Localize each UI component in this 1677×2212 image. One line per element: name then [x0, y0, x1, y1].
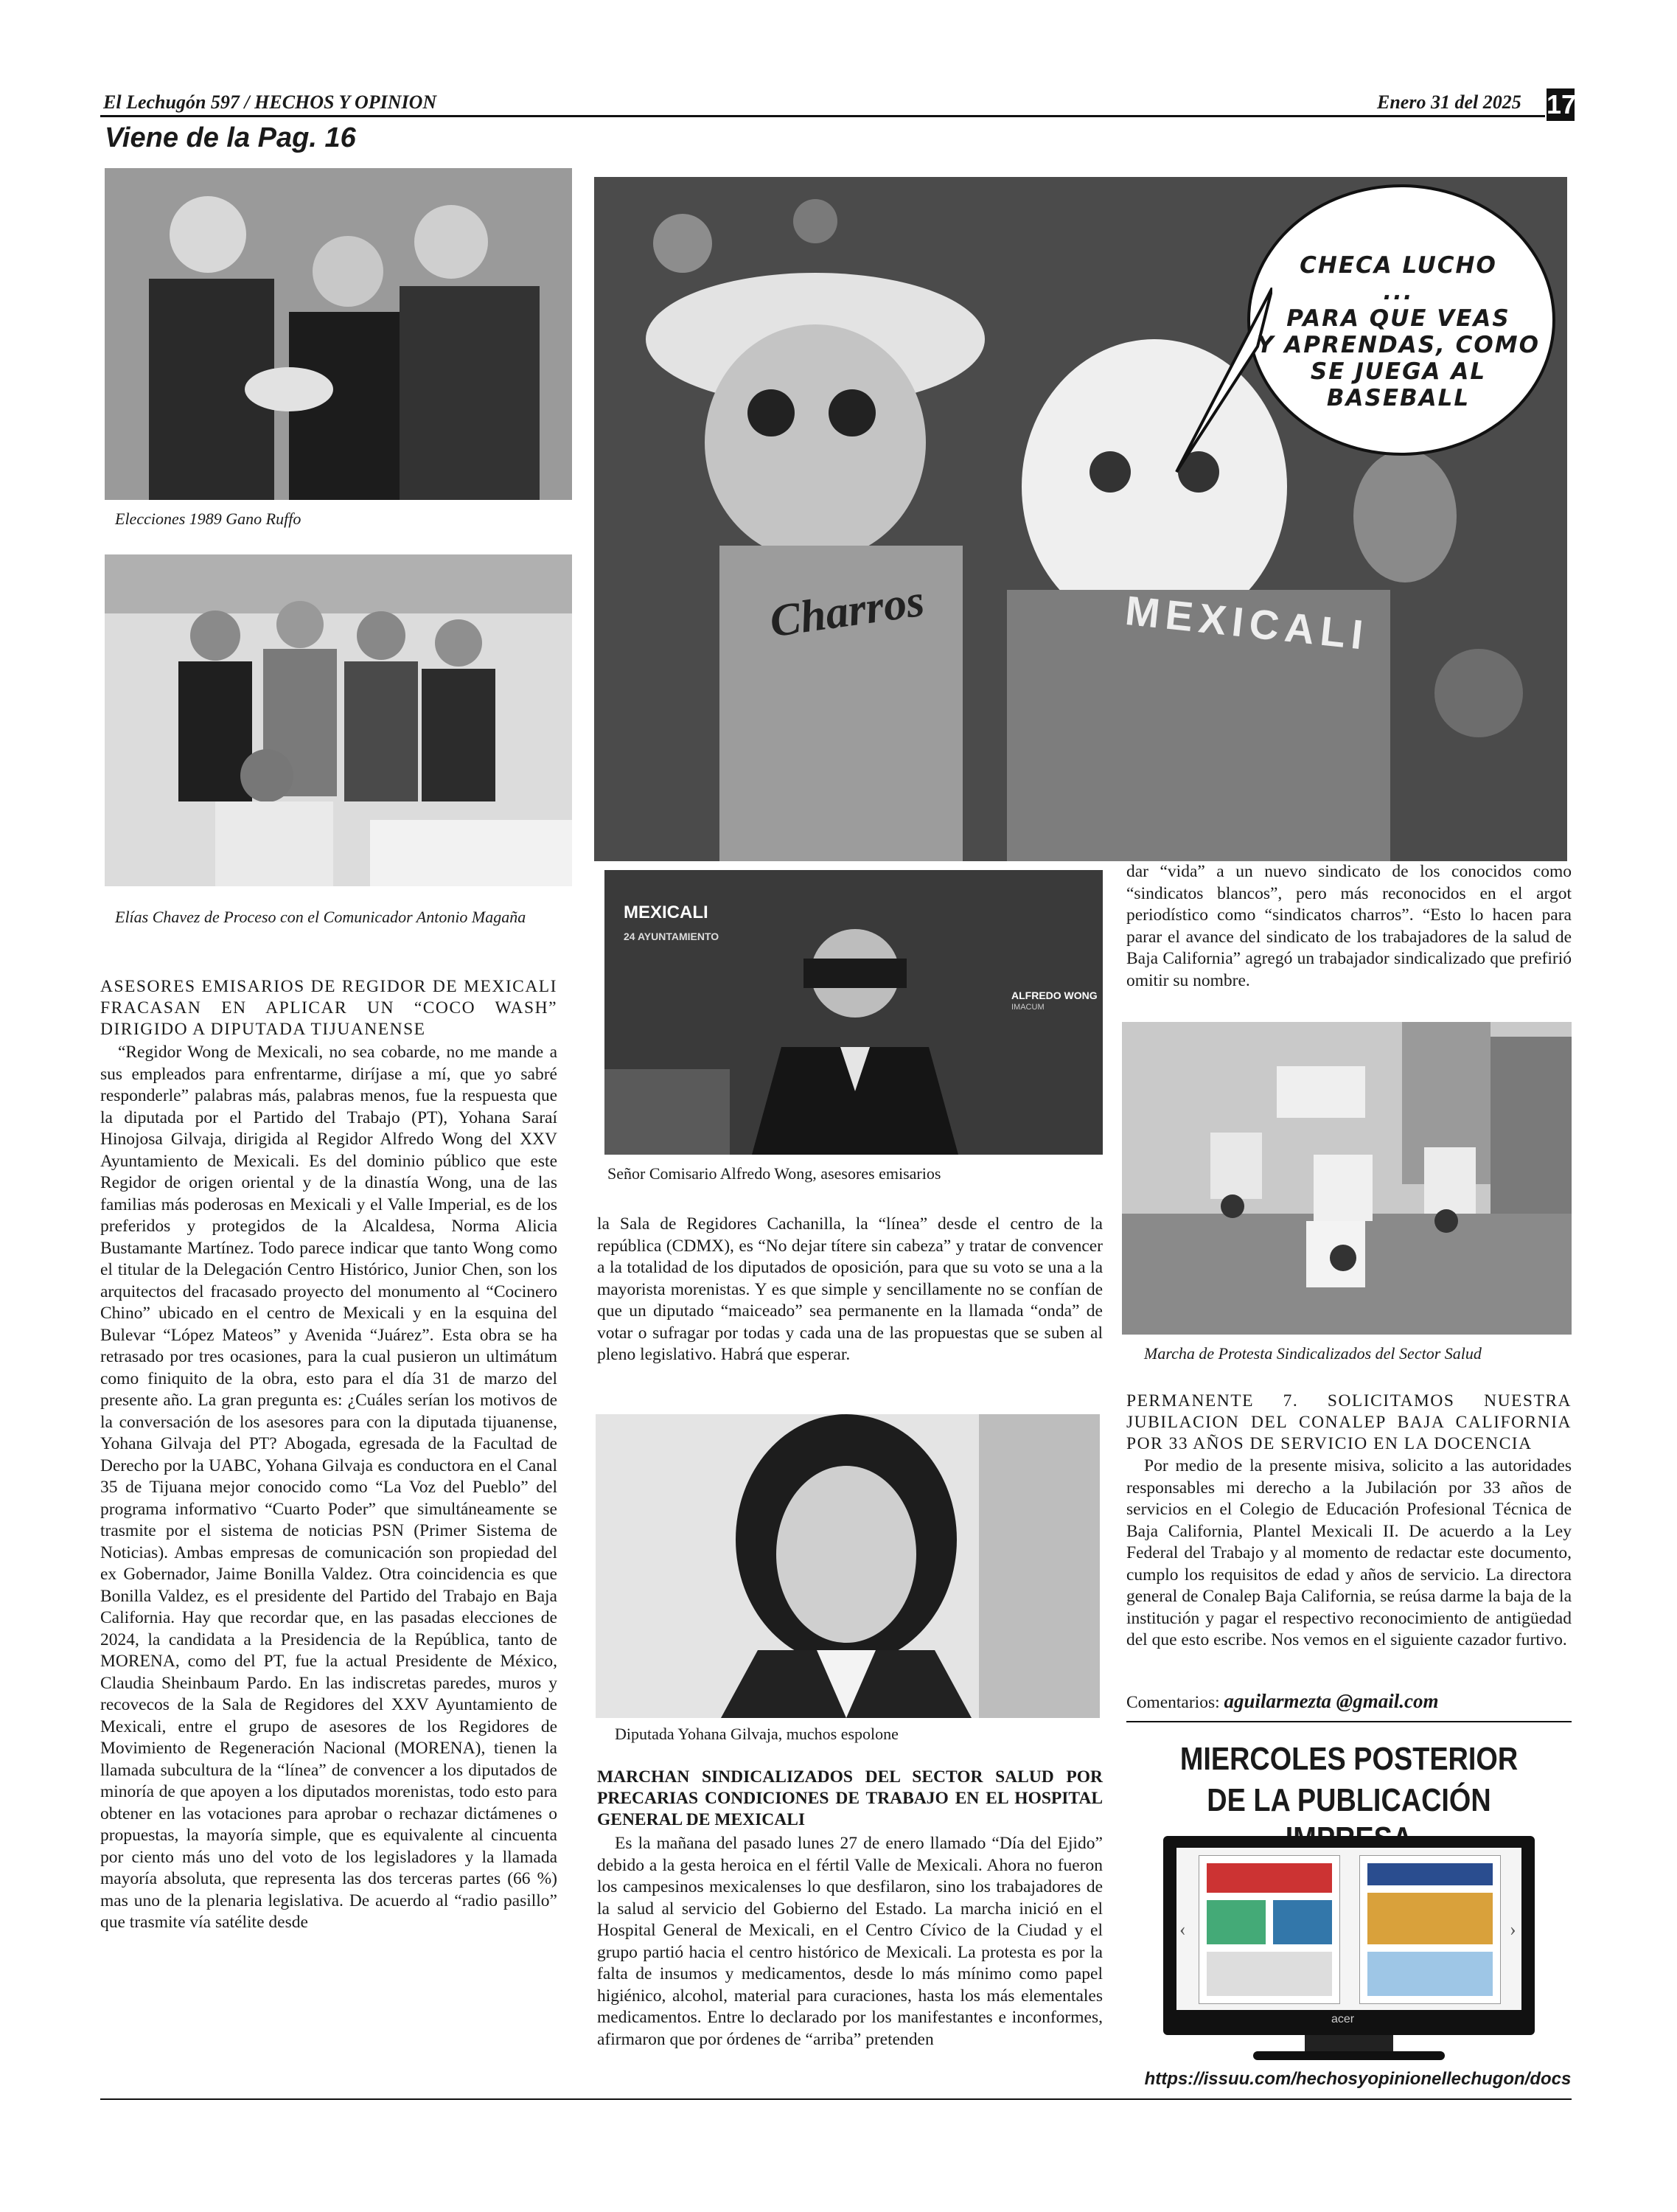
- wong-logo: MEXICALI: [624, 902, 708, 922]
- photo-elecciones-1989-illustration: [105, 168, 572, 500]
- article1-continued-text: la Sala de Regidores Cachanilla, la “línea” desde el centro de la república (CDMX), es “No dejar títere sin cabeza” y tratar de convencer a la totalidad de los diputados de oposición, para que su voto se una a la mayorista morenistas. Y es que simple y sencillamente no se confían de que un diputado “maiceado” sea permanente en la llamada “onda” de votar o sufragar por todas y cada una de las propuestas que se suben al pleno legislativo. Habrá que esperar.: [597, 1214, 1103, 1364]
- comic-line-5: SE JUEGA AL: [1310, 358, 1487, 385]
- comic-line-6: BASEBALL: [1326, 385, 1471, 411]
- article1-body-text: “Regidor Wong de Mexicali, no sea cobarde, no me mande a sus empleados para enfrentarme, diríjase a mí, que yo sabré responderle” palabras más, palabras menos, fue la respuesta que la diputada por el Partido del Trabajo (PT), Yohana Saraí Hinojosa Gilvaja, dirigida al Regidor Alfredo Wong del XXV Ayuntamiento de Mexicali. Es del dominio público que este Regidor de origen oriental y de la dinastía Wong, una de las familias más poderosas en Mexicali y el Valle Imperial, es de los preferidos y protegidos de la Alcaldesa, Norma Alicia Bustamante Martínez. Todo parece indicar que tanto Wong como el titular de la Delegación Centro Histórico, Junior Chen, son los arquitectos del fracasado proyecto del monumento al “Cocinero Chino” ubicado en el centro de Mexicali y en la esquina del Bulevar “López Mateos” y Avenida “Juárez”. Esta obra se ha retrasado por tres ocasiones, para la cual pusieron un ultimátum como finiquito de la obra, esto para el día 31 de marzo del presente año. La gran pregunta es: ¿Cuáles serían los motivos de la conversación de los asesores para con la diputada tijuanense, Yohana Gilvaja del PT? Abogada, egresada de la Facultad de Derecho por la UABC, Yohana Gilvaja es conductora en el Canal 35 de Tijuana mejor conocido como “La Voz del Pueblo” del programa informativo “Cuarto Poder” que simultáneamente se trasmite por el sistema de noticias PSN (Primer Sistema de Noticias). Ambas empresas de comunicación son propiedad del ex Gobernador, Jaime Bonilla Valdez. Otra coincidencia es que Bonilla Valdez, es el presidente del Partido del Trabajo en Baja California. Hay que recordar que, en las pasadas elecciones de 2024, la candidata a la Presidencia de la República, tanto de MORENA, como del PT, fue la actual Presidente de México, Claudia Sheinbaum Pardo. En las indiscretas paredes, muros y recovecos de la Sala de Regidores del XXV Ayuntamiento de Mexicali, entre el grupo de asesores de los Regidores de Movimiento de Regeneración Nacional (MORENA), tienen la llamada subcultura de la “línea” de convencer a los diputados de minoría de que apoyen a los diputados morenistas, todo esto para obtener en las votaciones para aprobar o rechazar dictámenes o propuestas, la mayoría simple, que es equivalente al cincuenta por ciento más uno del voto de los legisladores y la llamada mayoría absoluta, que representa las dos terceras partes (66 %) mas uno de la plenaria legislativa. De acuerdo al “radio pasillo” que trasmite vía satélite desde: [100, 1043, 557, 1932]
- article3-headline: PERMANENTE 7. SOLICITAMOS NUESTRA JUBILACION DEL CONALEP BAJA CALIFORNIA POR 33 AÑOS DE SERVICIO EN LA DOCENCIA: [1126, 1391, 1572, 1453]
- caption-yohana-gilvaja: Diputada Yohana Gilvaja, muchos espolone: [615, 1725, 899, 1743]
- photo-elias-chavez-group: [105, 554, 572, 886]
- preview-block-navy: [1367, 1863, 1493, 1885]
- comic-line-4: Y APRENDAS, COMO: [1257, 332, 1540, 358]
- preview-block-gray: [1207, 1952, 1332, 1996]
- caption-alfredo-wong: Señor Comisario Alfredo Wong, asesores emisarios: [607, 1164, 941, 1183]
- masthead-left: El Lechugón 597 / HECHOS Y OPINION: [103, 91, 437, 113]
- article2-headline: MARCHAN SINDICALIZADOS DEL SECTOR SALUD POR PRECARIAS CONDICIONES DE TRABAJO EN EL HOSPITAL GENERAL DE MEXICALI: [597, 1767, 1103, 1829]
- wong-name-sub: IMACUM: [1011, 1003, 1045, 1012]
- preview-block-red: [1207, 1863, 1332, 1893]
- article1-continued: [597, 1214, 1103, 1366]
- comments-label: Comentarios:: [1126, 1693, 1220, 1712]
- article2-continued-text: dar “vida” a un nuevo sindicato de los conocidos como “sindicatos blancos”, pero más reconocidos en el argot periodístico como “sindicatos charros”. “Esto lo hacen para parar el avance del sindicato de los trabajadores de la salud de Baja California” agregó un trabajador sindicalizado que prefirió omitir su nombre.: [1126, 862, 1572, 990]
- preview-page-right: [1359, 1855, 1501, 2004]
- comic-line-3: PARA QUE VEAS: [1286, 305, 1510, 332]
- monitor-screen: [1176, 1848, 1521, 2010]
- comic-line-2: ...: [1383, 279, 1414, 305]
- photo-alfredo-wong: [604, 870, 1103, 1155]
- jersey-charros-text: Charros: [767, 575, 927, 647]
- article3-body: [1126, 1455, 1572, 1652]
- photo-elias-chavez-group-illustration: [105, 554, 572, 886]
- preview-block-gold: [1367, 1893, 1493, 1944]
- header-rule: [100, 115, 1545, 117]
- photo-marcha-protesta-illustration: [1122, 1022, 1572, 1335]
- wong-name-tag: ALFREDO WONG: [1011, 990, 1098, 1001]
- comic-line-1: CHECA LUCHO: [1300, 252, 1497, 279]
- preview-page-left: [1199, 1855, 1340, 2004]
- footer-rule: [100, 2098, 1572, 2100]
- preview-block-blue: [1273, 1900, 1332, 1944]
- photo-yohana-gilvaja: [596, 1414, 1100, 1718]
- chevron-right-icon[interactable]: ›: [1510, 1919, 1516, 1940]
- page-number: 17: [1547, 89, 1577, 119]
- article3-body-text: Por medio de la presente misiva, solicito a las autoridades responsables mi derecho a la Jubilación por 33 años de servicios en el Colegio de Educación Profesional Técnica de Baja California, Plantel Mexicali II. De acuerdo a la Ley Federal del Trabajo y al momento de redactar este documento, cumplo los requisitos de edad y años de servicio. La directora general de Conalep Baja California, se reúsa darme la baja de la institución y pagar el respectivo reconocimiento de antigüedad del que esto escribe. Nos vemos en el siguiente cazador furtivo.: [1126, 1456, 1572, 1649]
- continued-from: Viene de la Pag. 16: [105, 122, 356, 153]
- monitor-stand: [1305, 2035, 1393, 2051]
- article1-headline: ASESORES EMISARIOS DE REGIDOR DE MEXICALI FRACASAN EN APLICAR UN “COCO WASH” DIRIGIDO A DIPUTADA TIJUANENSE: [100, 977, 557, 1039]
- chevron-left-icon[interactable]: ‹: [1179, 1919, 1186, 1940]
- promo-line-2: DE LA PUBLICACIÓN: [1207, 1782, 1491, 1818]
- issuu-link[interactable]: https://issuu.com/hechosyopinionellechugon/docs: [1144, 2069, 1572, 2089]
- issue-date: Enero 31 del 2025: [1377, 91, 1521, 113]
- comments-email: aguilarmezta @gmail.com: [1224, 1690, 1439, 1712]
- article3-comments: [1126, 1690, 1438, 1713]
- caption-marcha: Marcha de Protesta Sindicalizados del Sector Salud: [1144, 1344, 1482, 1363]
- photo-elecciones-1989: [105, 168, 572, 500]
- caption-elecciones-1989: Elecciones 1989 Gano Ruffo: [115, 509, 301, 528]
- article2-body: [597, 1833, 1103, 2051]
- monitor-frame: [1163, 1836, 1535, 2035]
- preview-block-sky: [1367, 1952, 1493, 1996]
- photo-charros-mascots: [594, 177, 1567, 861]
- photo-marcha-protesta: [1122, 1022, 1572, 1335]
- speech-bubble-text: [1255, 252, 1542, 411]
- jersey-mexicali-text: MEXICALI: [1123, 586, 1371, 659]
- article1-body: [100, 1042, 557, 2052]
- caption-elias-chavez: Elías Chavez de Proceso con el Comunicador Antonio Magaña: [115, 908, 526, 926]
- article2-body-text: Es la mañana del pasado lunes 27 de enero llamado “Día del Ejido” debido a la gesta heroica en el fértil Valle de Mexicali. Ahora no fueron los campesinos mexicalenses lo que desfilaron, sino los trabajadores de la salud al servicio del Gobierno del Estado. La marcha inició en el Hospital General de Mexicali, en el Centro Cívico de la Ciudad y el grupo partió hacia el centro histórico de Mexicali. La protesta es por la falta de insumos y medicamentos, desde lo más mínimo como papel higiénico, alcohol, material para curaciones, hasta los más elementales medicamentos. Entre lo declarado por los manifestantes e inconformes, afirmaron que por órdenes de “arriba” pretenden: [597, 1834, 1103, 2049]
- photo-yohana-gilvaja-illustration: [596, 1414, 1100, 1718]
- promo-rule: [1126, 1721, 1572, 1722]
- article2-continued: [1126, 861, 1572, 992]
- monitor-brand: acer: [1331, 2013, 1355, 2025]
- wong-logo-sub: 24 AYUNTAMIENTO: [624, 931, 719, 942]
- preview-block-green: [1207, 1900, 1266, 1944]
- promo-line-1: MIERCOLES POSTERIOR: [1179, 1741, 1519, 1777]
- monitor-base: [1253, 2051, 1445, 2060]
